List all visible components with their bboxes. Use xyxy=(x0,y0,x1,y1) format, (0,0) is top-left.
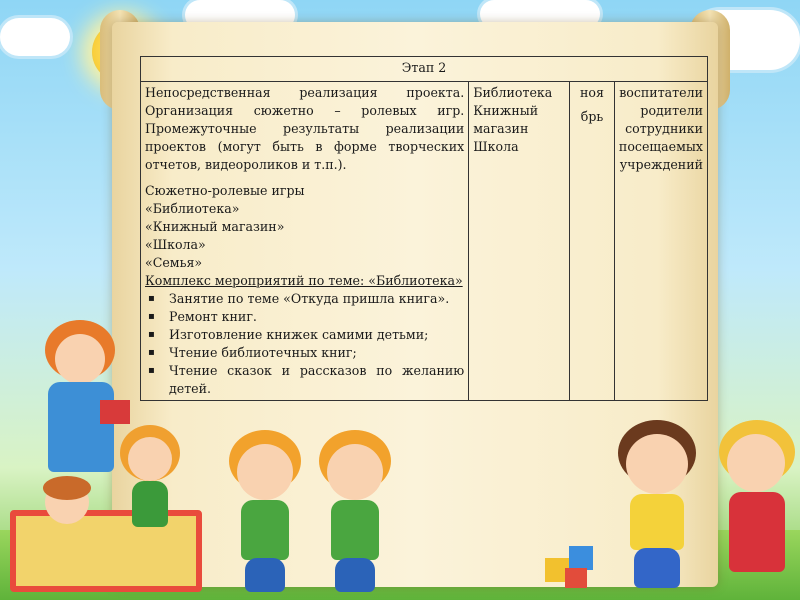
month-cell xyxy=(570,82,615,401)
place-line: Книжный xyxy=(473,103,539,118)
month-line: ноя xyxy=(580,85,604,100)
girl-illustration xyxy=(120,425,180,535)
activities-cell xyxy=(141,82,469,401)
girl-illustration xyxy=(715,420,800,595)
participant-line: сотрудники xyxy=(625,121,703,136)
games-line: Сюжетно-ролевые игры xyxy=(145,183,305,198)
list-item: ▪ Изготовление книжек самими детьми; xyxy=(145,326,464,344)
place-line: Библиотека xyxy=(473,85,553,100)
implementation-paragraph: Непосредственная реализация проекта. Организация сюжетно – ролевых игр. Промежуточные результаты реализации проектов (могут быть в форме творческих отчетов, видеороликов и т.п.). xyxy=(145,85,465,172)
toy-blocks-illustration xyxy=(545,540,605,590)
place-line: магазин xyxy=(473,121,529,136)
cloud xyxy=(0,18,70,56)
list-item: ▪ Чтение сказок и рассказов по желанию детей. xyxy=(145,362,464,398)
places-cell xyxy=(469,82,570,401)
stage-table xyxy=(140,56,708,401)
events-list xyxy=(145,290,464,398)
participant-line: воспитатели xyxy=(619,85,703,100)
participant-line: учреждений xyxy=(619,157,703,172)
games-line: «Книжный магазин» xyxy=(145,219,285,234)
girl-illustration xyxy=(315,430,395,595)
girl-illustration xyxy=(612,420,702,595)
complex-heading: Комплекс мероприятий по теме: «Библиотека» xyxy=(145,273,463,288)
participant-line: посещаемых xyxy=(618,139,703,154)
games-line: «Школа» xyxy=(145,237,206,252)
participant-line: родители xyxy=(640,103,703,118)
list-item: ▪ Ремонт книг. xyxy=(145,308,464,326)
month-line: брь xyxy=(580,109,604,124)
list-item: ▪ Занятие по теме «Откуда пришла книга». xyxy=(145,290,464,308)
participants-cell xyxy=(614,82,707,401)
place-line: Школа xyxy=(473,139,519,154)
stage-title: Этап 2 xyxy=(141,57,708,82)
games-line: «Библиотека» xyxy=(145,201,240,216)
girl-illustration xyxy=(225,430,305,595)
list-item: ▪ Чтение библиотечных книг; xyxy=(145,344,464,362)
table-row xyxy=(141,57,708,82)
table-row xyxy=(141,82,708,401)
games-line: «Семья» xyxy=(145,255,203,270)
